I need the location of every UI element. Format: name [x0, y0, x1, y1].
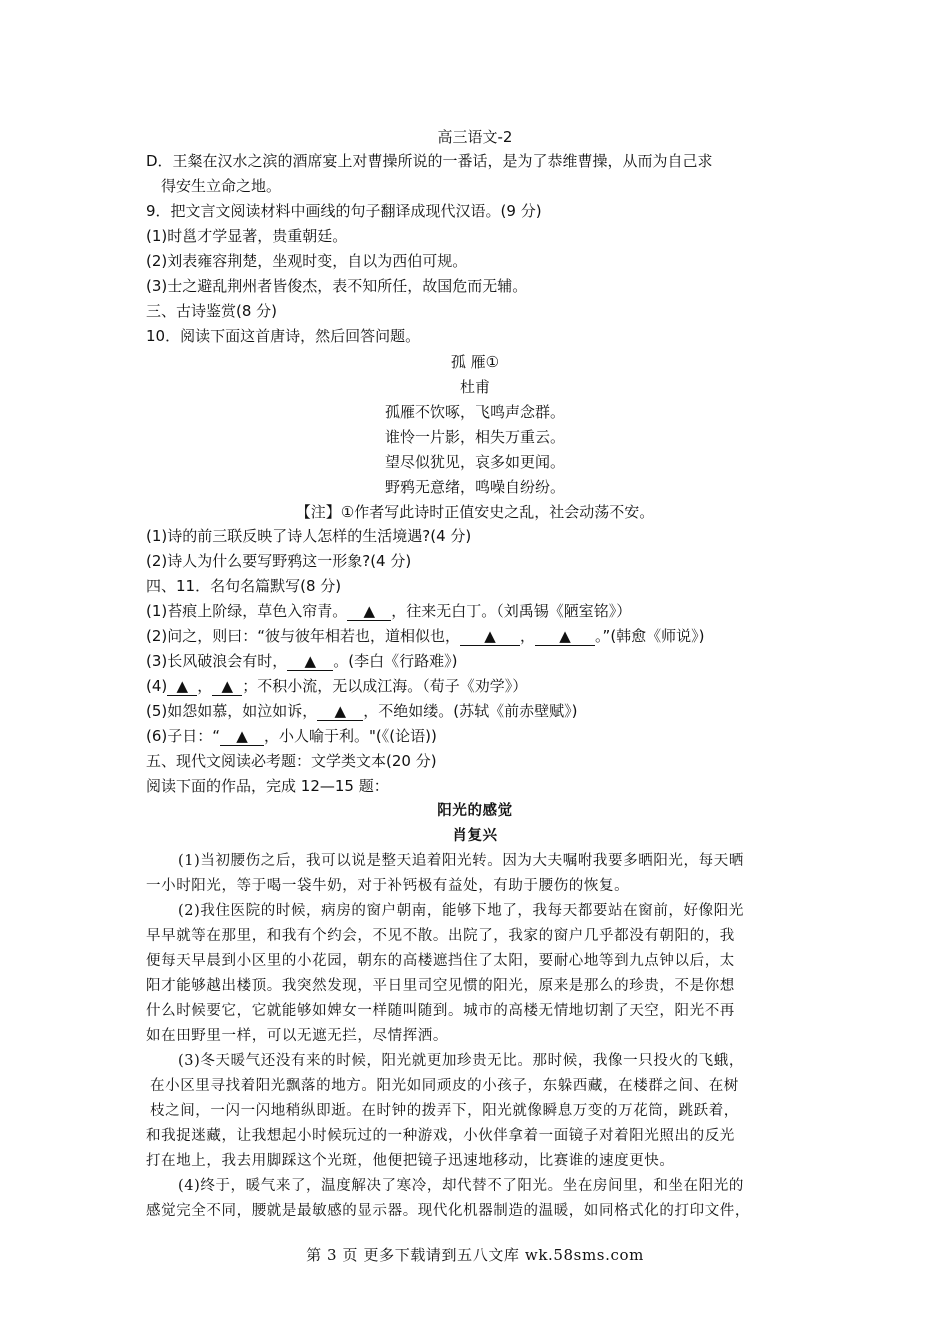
quote-line-3: (3)长风破浪会有时， ▲ 。(李白《行路难》): [146, 652, 458, 670]
question-10-sub-2: (2)诗人为什么要写野鸦这一形象?(4 分): [146, 552, 412, 570]
poem-line: 野鸦无意绪，鸣噪自纷纷。: [384, 478, 565, 496]
poem-author: 杜甫: [459, 378, 490, 396]
quote-line-4: (4) ▲ ， ▲ ；不积小流，无以成江海。（荀子《劝学》）: [146, 677, 528, 695]
article-title: 阳光的感觉: [437, 802, 513, 819]
fill-blank: ▲: [535, 627, 595, 646]
article-paragraph-2-line: 早早就等在那里，和我有个约会，不见不散。出院了，我家的窗户几乎都没有朝阳的，我: [146, 928, 735, 944]
question-10: 10．阅读下面这首唐诗，然后回答问题。: [146, 327, 421, 345]
poem-line: 谁怜一片影，相失万重云。: [384, 428, 565, 446]
article-author: 肖复兴: [452, 827, 498, 844]
fill-blank: ▲: [460, 627, 520, 646]
article-paragraph-2-line: 什么时候要它，它就能够如婢女一样随叫随到。城市的高楼无情地切割了天空，阳光不再: [146, 1003, 735, 1019]
question-9-item-3: (3)士之避乱荆州者皆俊杰，表不知所任，故国危而无辅。: [146, 277, 528, 295]
article-paragraph-2-line: 阳才能够越出楼顶。我突然发现，平日里司空见惯的阳光，原来是那么的珍贵，不是你想: [146, 978, 735, 994]
fill-blank: ▲: [287, 652, 333, 671]
section-5-heading: 五、现代文阅读必考题：文学类文本(20 分): [146, 752, 437, 770]
option-d-line-2: 得安生立命之地。: [161, 177, 282, 195]
quote-line-2: (2)问之，则曰：“彼与彼年相若也，道相似也， ▲ ， ▲ 。”(韩愈《师说》): [146, 627, 705, 645]
poem-title: 孤 雁①: [450, 353, 500, 371]
quote-line-1: (1)苔痕上阶绿，草色入帘青。 ▲ ，往来无白丁。（刘禹锡《陋室铭》）: [146, 602, 632, 620]
fill-blank: ▲: [220, 727, 264, 746]
section-5-intro: 阅读下面的作品，完成 12—15 题：: [146, 777, 389, 795]
question-10-sub-1: (1)诗的前三联反映了诗人怎样的生活境遇?(4 分): [146, 527, 472, 545]
poem-line: 孤雁不饮啄，飞鸣声念群。: [384, 403, 565, 421]
fill-blank: ▲: [212, 677, 242, 696]
article-paragraph-3-line: 枝之间，一闪一闪地稍纵即逝。在时钟的拨弄下，阳光就像瞬息万变的万花筒，跳跃着，: [150, 1103, 739, 1119]
page-footer: 第 3 页 更多下载请到五八文库 wk.58sms.com: [306, 1246, 644, 1264]
poem-line: 望尽似犹见，哀多如更闻。: [384, 453, 565, 471]
fill-blank: ▲: [167, 677, 197, 696]
article-paragraph-1-line: (1)当初腰伤之后，我可以说是整天追着阳光转。因为大夫嘱咐我要多晒阳光，每天晒: [178, 853, 744, 869]
question-9: 9．把文言文阅读材料中画线的句子翻译成现代汉语。(9 分): [146, 202, 542, 220]
fill-blank: ▲: [347, 602, 391, 621]
article-paragraph-3-line: 打在地上，我去用脚踩这个光斑，他便把镜子迅速地移动，比赛谁的速度更快。: [146, 1153, 675, 1169]
article-paragraph-4-line: 感觉完全不同，腰就是最敏感的显示器。现代化机器制造的温暖，如同格式化的打印文件，: [146, 1203, 750, 1219]
quote-line-6: (6)子日：“ ▲ ，小人喻于利。"(《(论语)): [146, 727, 437, 745]
article-paragraph-2-line: 如在田野里一样，可以无遮无拦，尽情挥洒。: [146, 1028, 448, 1044]
article-paragraph-2-line: 便每天早晨到小区里的小花园，朝东的高楼遮挡住了太阳，要耐心地等到九点钟以后，太: [146, 953, 735, 969]
article-paragraph-2-line: (2)我住医院的时候，病房的窗户朝南，能够下地了，我每天都要站在窗前，好像阳光: [178, 903, 744, 919]
question-9-item-2: (2)刘表雍容荆楚，坐观时变，自以为西伯可规。: [146, 252, 468, 270]
option-d-line-1: D．王粲在汉水之滨的酒席宴上对曹操所说的一番话，是为了恭维曹操，从而为自己求: [146, 152, 713, 170]
article-paragraph-1-line: 一小时阳光，等于喝一袋牛奶，对于补钙极有益处，有助于腰伤的恢复。: [146, 878, 630, 894]
section-3-heading: 三、古诗鉴赏(8 分): [146, 302, 278, 320]
question-9-item-1: (1)时邕才学显著，贵重朝廷。: [146, 227, 348, 245]
quote-line-5: (5)如怨如慕，如泣如诉， ▲ ，不绝如缕。(苏轼《前赤壁赋》): [146, 702, 578, 720]
article-paragraph-3-line: (3)冬天暖气还没有来的时候，阳光就更加珍贵无比。那时候，我像一只投火的飞蛾，: [178, 1053, 744, 1069]
article-paragraph-3-line: 在小区里寻找着阳光飘落的地方。阳光如同顽皮的小孩子，东躲西藏，在楼群之间、在树: [150, 1078, 739, 1094]
article-paragraph-3-line: 和我捉迷藏，让我想起小时候玩过的一种游戏，小伙伴拿着一面镜子对着阳光照出的反光: [146, 1128, 735, 1144]
poem-note: 【注】①作者写此诗时正值安史之乱，社会动荡不安。: [295, 503, 655, 521]
section-4-heading: 四、11．名句名篇默写(8 分): [146, 577, 342, 595]
fill-blank: ▲: [317, 702, 363, 721]
page-header-title: 高三语文-2: [437, 128, 513, 146]
article-paragraph-4-line: (4)终于，暖气来了，温度解决了寒冷，却代替不了阳光。坐在房间里，和坐在阳光的: [178, 1178, 744, 1194]
